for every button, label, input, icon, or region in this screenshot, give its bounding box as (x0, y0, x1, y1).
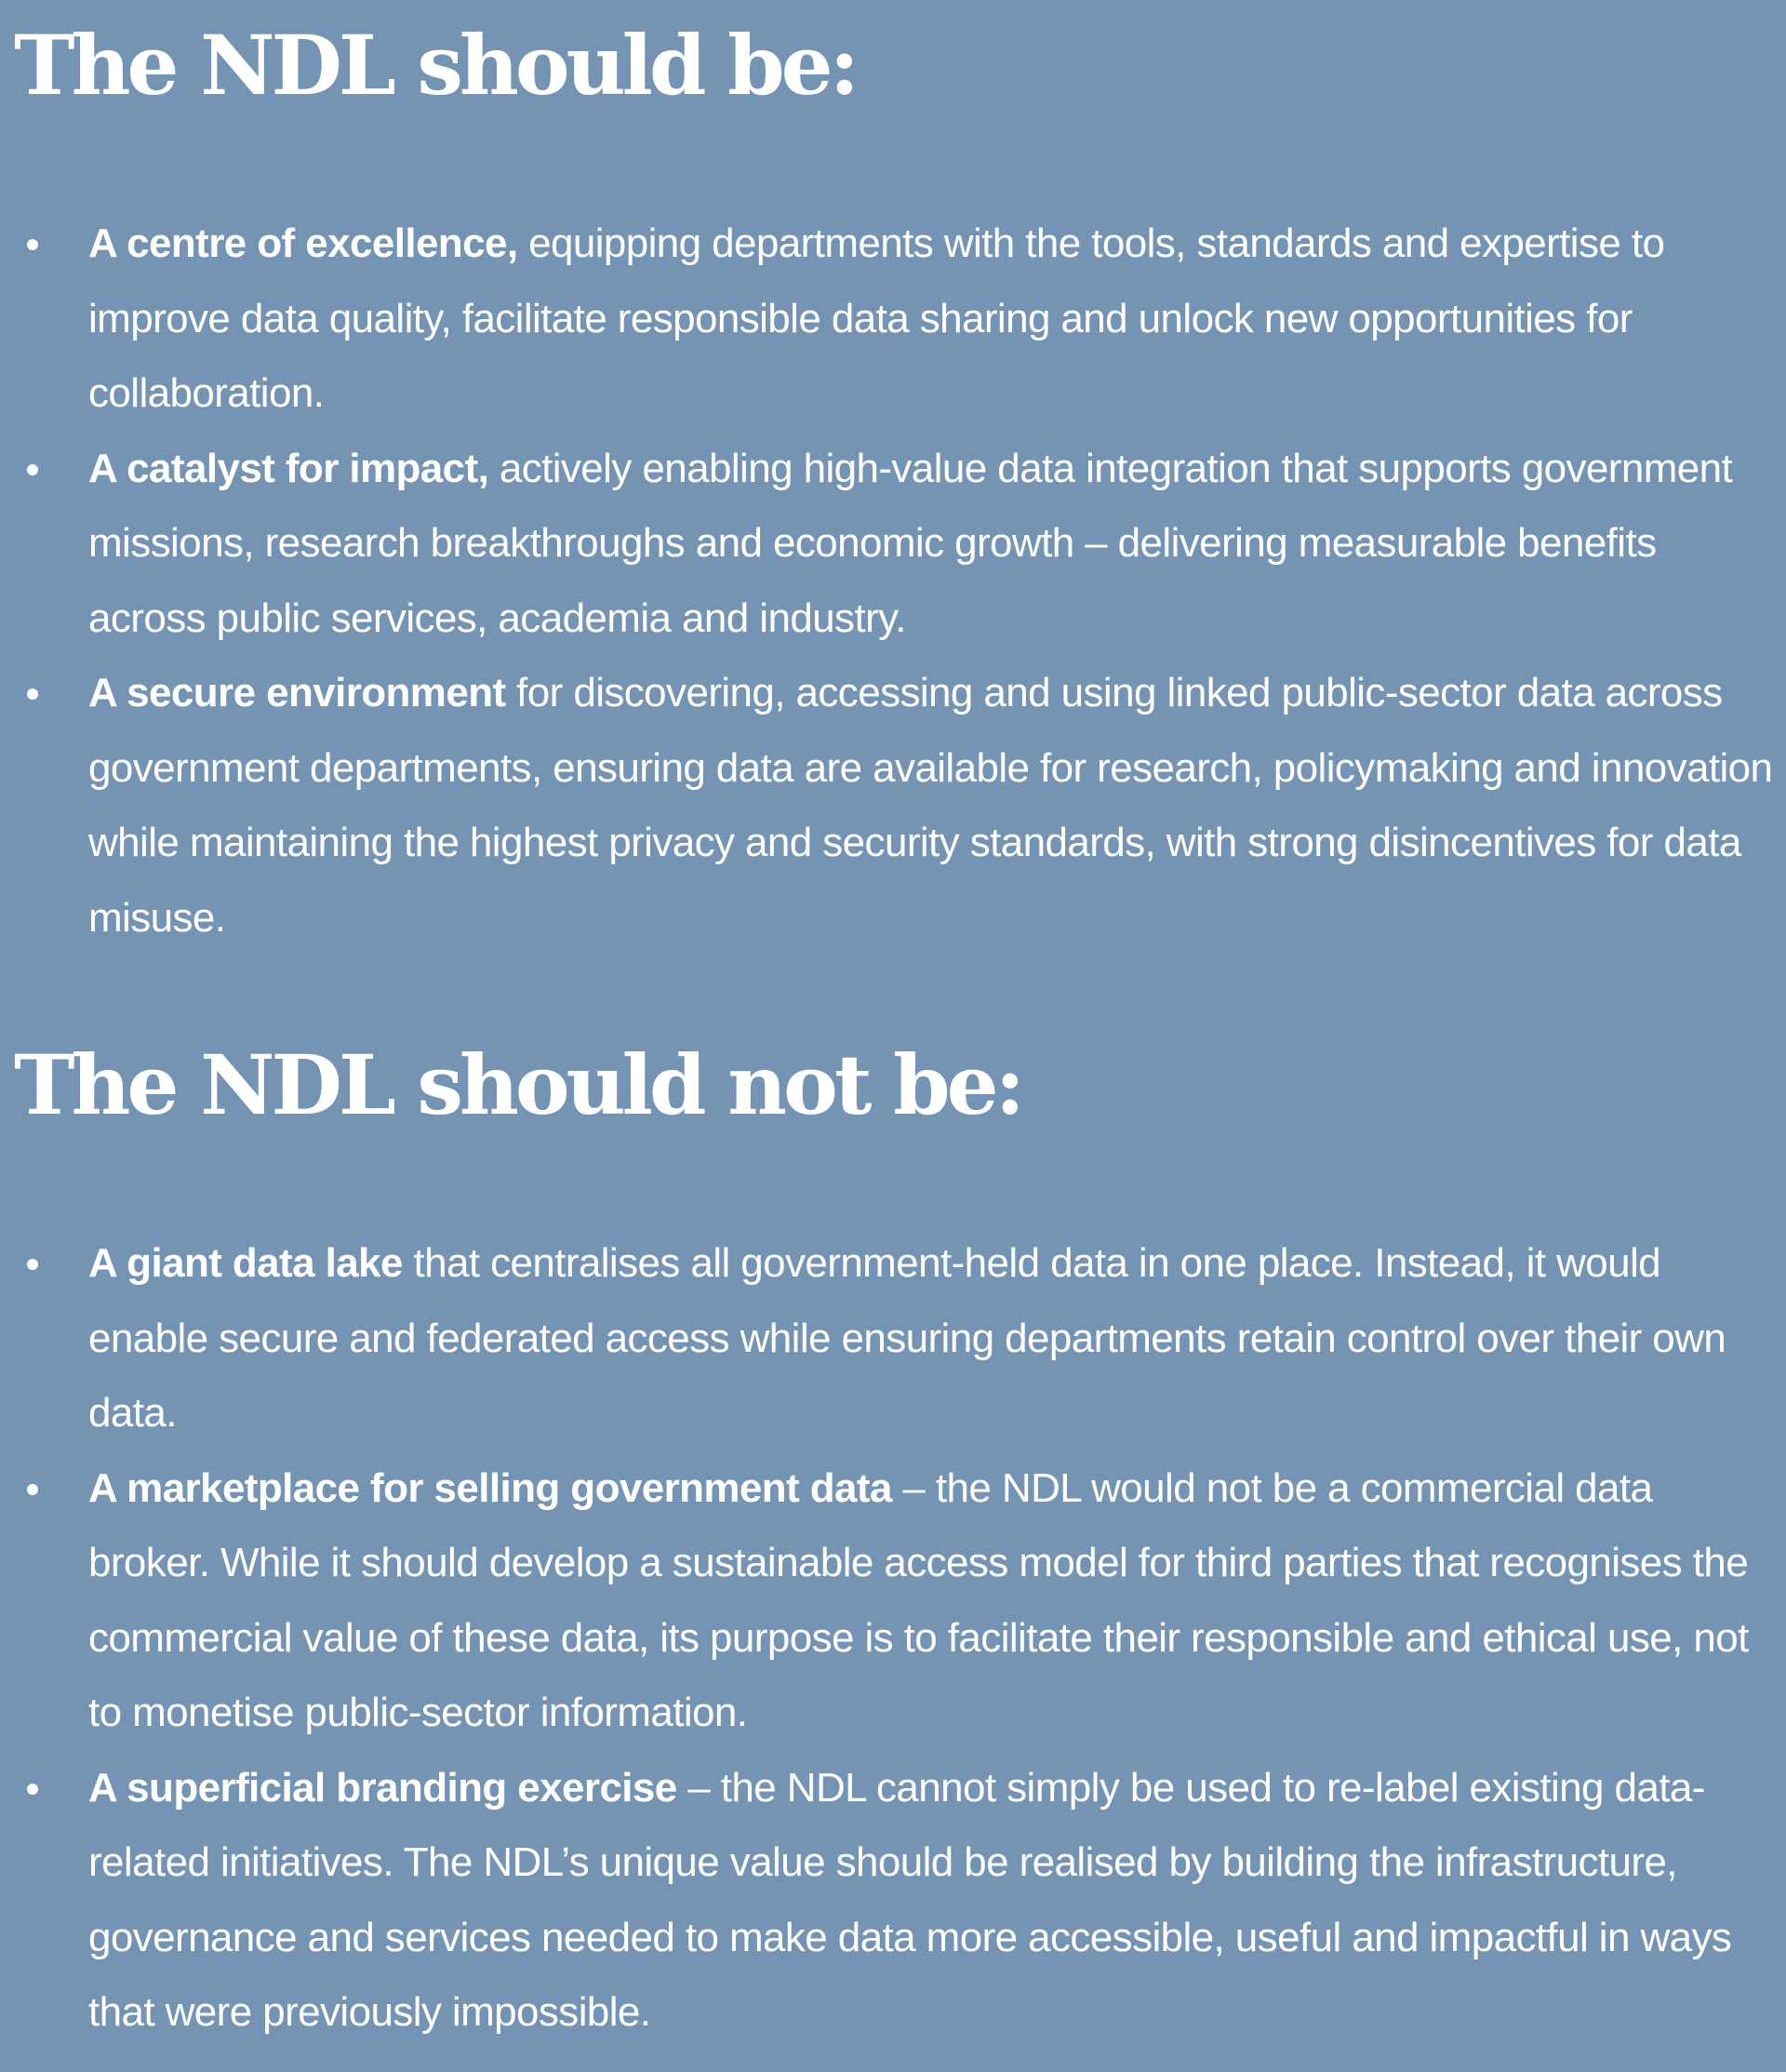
bullet-icon (27, 1784, 38, 1795)
item-text: that centralises all government-held data in one place. Instead, it would enable secure and federated access while ensuring departments retain control over their own data. (88, 1240, 1726, 1436)
item-lead: A superficial branding exercise (88, 1764, 677, 1811)
list-item (0, 656, 1777, 956)
list-item (0, 1751, 1777, 2051)
item-text: for discovering, accessing and using linked public-sector data across government departments, ensuring data are available for research, policymaking and innovation while maintaining the highest privacy and security standards, with strong disincentives for data misuse. (88, 670, 1773, 941)
item-lead: A marketplace for selling government data (88, 1464, 892, 1511)
item-text: – the NDL would not be a commercial data broker. While it should develop a sustainable access model for third parties that recognises the commercial value of these data, its purpose is to facilitate their responsible and ethical use, not to monetise public-sector information. (88, 1464, 1749, 1735)
section-heading-should-not: The NDL should not be: (14, 1036, 1022, 1133)
item-text: – the NDL cannot simply be used to re-label existing data-related initiatives. The NDL’s unique value should be realised by building the infrastructure, governance and services needed to make data more accessible, useful and impactful in ways that were previously impossible. (88, 1764, 1732, 2035)
item-lead: A giant data lake (88, 1240, 403, 1286)
list-item (0, 1226, 1777, 1451)
list-item (0, 207, 1777, 432)
bullet-icon (27, 464, 38, 475)
item-lead: A secure environment (88, 670, 506, 715)
list-should-not (0, 1226, 1777, 2051)
list-item (0, 432, 1777, 657)
bullet-icon (27, 1259, 38, 1270)
item-lead: A catalyst for impact, (88, 445, 489, 491)
list-should (0, 207, 1777, 956)
bullet-icon (27, 239, 38, 250)
section-heading-should: The NDL should be: (14, 17, 857, 114)
item-text: actively enabling high-value data integration that supports government missions, research breakthroughs and economic growth – delivering measurable benefits across public services, academia and industry. (88, 445, 1733, 641)
item-lead: A centre of excellence, (88, 221, 518, 266)
list-item (0, 1451, 1777, 1751)
bullet-icon (27, 688, 38, 700)
bullet-icon (27, 1484, 38, 1495)
item-text: equipping departments with the tools, standards and expertise to improve data quality, facilitate responsible data sharing and unlock new opportunities for collaboration. (88, 221, 1665, 416)
